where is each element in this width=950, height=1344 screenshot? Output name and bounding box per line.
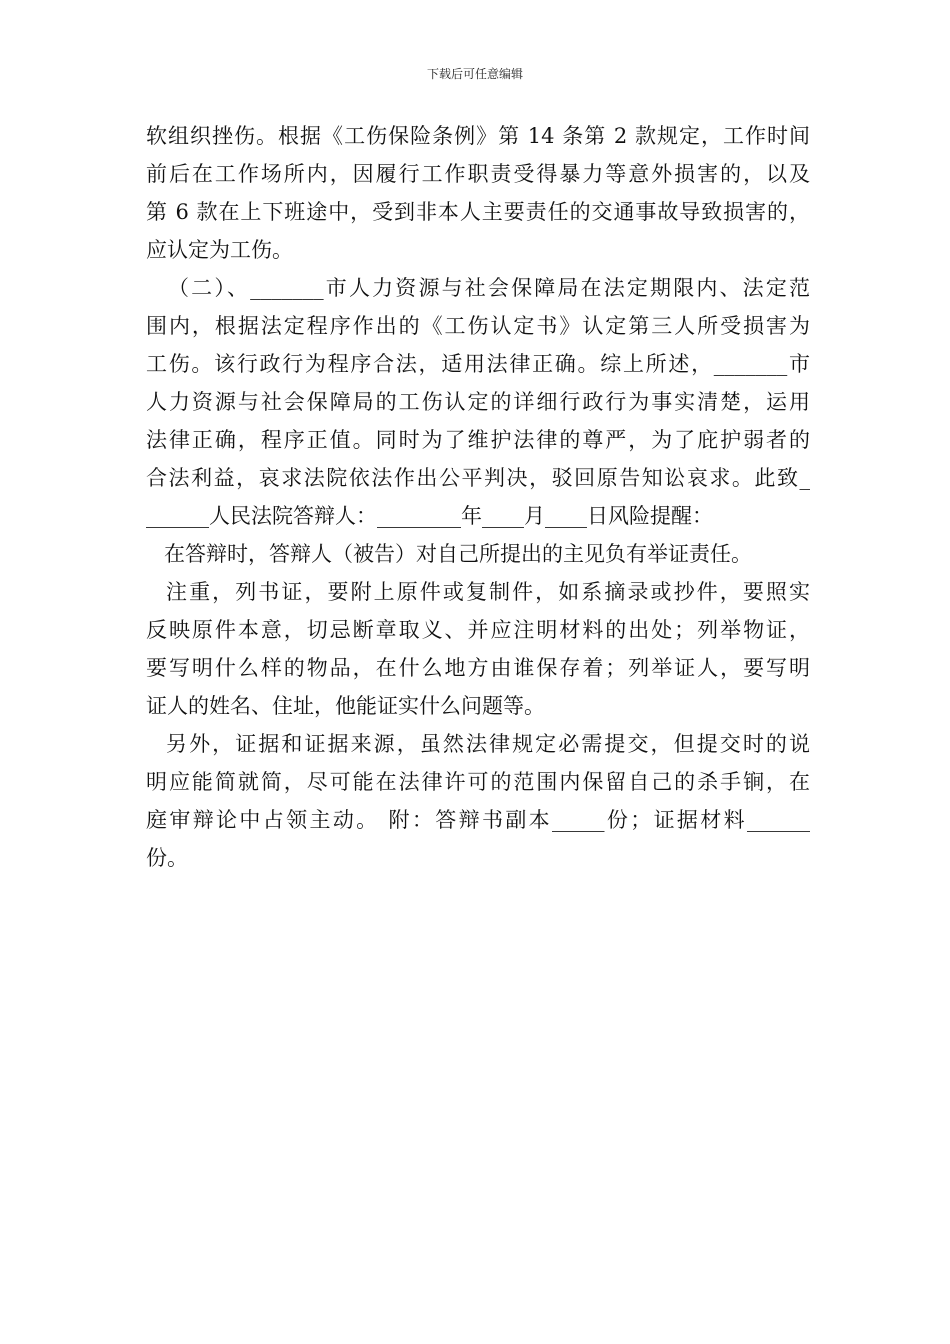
paragraph-line: 应认定为工伤。 [146,238,293,262]
paragraph-line: 前后在工作场所内，因履行工作职责受得暴力等意外损害的，以及 [146,162,810,186]
paragraph-line: 法律正确，程序正值。同时为了维护法律的尊严，为了庇护弱者的 [146,428,810,452]
paragraph-line: 明应能简就简，尽可能在法律许可的范围内保留自己的杀手锏，在 [146,770,810,794]
paragraph-line: 围内，根据法定程序作出的《工伤认定书》认定第三人所受损害为 [146,314,810,338]
paragraph-line: （二）、_______市人力资源与社会保障局在法定期限内、法定范 [168,276,810,300]
paragraph-line: 证人的姓名、住址，他能证实什么问题等。 [146,694,545,718]
paragraph-line: 人力资源与社会保障局的工伤认定的详细行政行为事实清楚，运用 [146,390,810,414]
paragraph-line: 第 6 款在上下班途中，受到非本人主要责任的交通事故导致损害的， [146,200,810,224]
paragraph-line: 在答辩时，答辩人（被告）对自己所提出的主见负有举证责任。 [164,542,752,566]
paragraph-line: 软组织挫伤。根据《工伤保险条例》第 14 条第 2 款规定，工作时间 [146,124,810,148]
paragraph-line: 注重，列书证，要附上原件或复制件，如系摘录或抄件，要照实 [166,580,810,604]
paragraph-line: 工伤。该行政行为程序合法，适用法律正确。综上所述，_______市 [146,352,810,376]
paragraph-line: 要写明什么样的物品，在什么地方由谁保存着；列举证人，要写明 [146,656,810,680]
paragraph-line: 份。 [146,846,188,870]
paragraph-line: 庭审辩论中占领主动。 附：答辩书副本_____份；证据材料______ [146,808,810,832]
paragraph-line: 另外，证据和证据来源，虽然法律规定必需提交，但提交时的说 [166,732,810,756]
page-header: 下载后可任意编辑 [426,67,523,81]
paragraph-line: 合法利益，哀求法院依法作出公平判决，驳回原告知讼哀求。此致_ [146,466,810,490]
paragraph-line: 反映原件本意，切忌断章取义、并应注明材料的出处；列举物证， [146,618,810,642]
paragraph-line: ______人民法院答辩人：________年____月____日风险提醒： [146,504,713,528]
